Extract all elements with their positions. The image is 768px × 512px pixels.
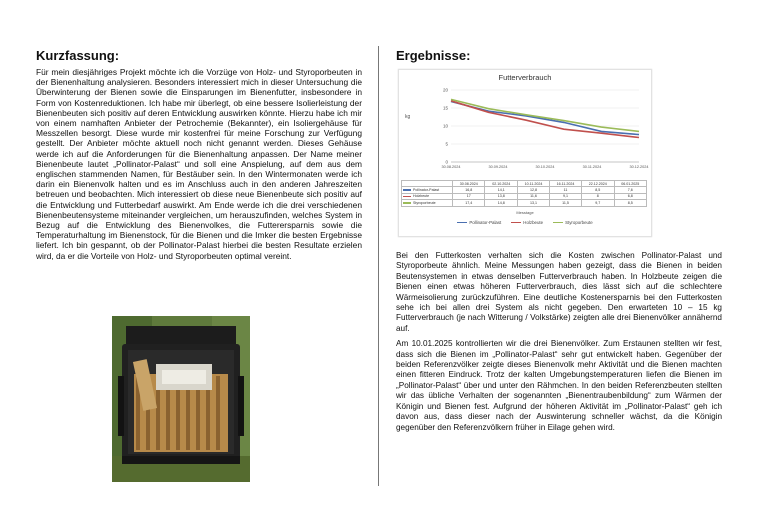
legend-item <box>511 220 543 225</box>
x-axis-label: Messtage <box>516 210 534 215</box>
chart-legend <box>399 220 651 225</box>
legend-item <box>553 220 593 225</box>
results-paragraph-2: Am 10.01.2025 kontrollierten wir die drei Bienenvölker. Zum Erstaunen stellten wir fest, dass sich die Bienen im „Pollinator-Palast“ sehr gut entwickelt haben. Gegenüber der beiden Referenzvölker zeigte dieses Bienenvolk mehr Aktivität und die Bienen machten einen fitteren Eindruck. Trotz der kalten Umgebungstemperaturen liefen die Bienen im „Pollinator-Palast“ über und unter den Rähmchen. In den beiden Referenzbeuten stellten wir das übliche Verhalten der sogenannten „Bienentraubenbildung“ zum Wärmen der Königin und Bienen fest. Aufgrund der höheren Aktivität im „Pollinator-Palast“ geh ich davon aus, dass dieser nach der Auswinterung schneller wächst, da die Königin gegenüber den Referenzvölkern früher in Eilage gehen wird. <box>396 339 722 432</box>
table-cell: 17,4 <box>453 200 485 206</box>
series-name: Holzbeute <box>413 194 430 199</box>
table-header-cell: 16.11.2024 <box>549 181 581 187</box>
series-name: Styroporbeute <box>413 200 436 205</box>
chart-title: Futterverbrauch <box>498 73 552 82</box>
chart-plot <box>399 70 651 180</box>
series-name: Pollinator-Palast <box>413 188 440 193</box>
summary-paragraph: Für mein diesjähriges Projekt möchte ich die Vorzüge von Holz- und Styroporbeuten in der Bienenhaltung analysieren. Besonders interessiert mich in dieser Untersuchung die Überwinterung der Bienen sowie die Einsparungen im Bienenfutter, insbesondere in Form von Kostenreduktionen. Ich habe mir überlegt, ob eine bessere Isolierleistung der Bienenbeuten sich positiv auf deren Entwicklung auswirken könnte. Hierzu habe ich mir von einem namhaften Anbieter der Petrochemie (Bekannter), ein Isoliergehäuse für Messzellen besorgt. Diese wurde mir kostenfrei für meine Forschung zur Verfügung gestellt. Der Anbieter möchte aktuell noch nicht genannt werden. Dieses Gehäuse werde ich auf die Anforderungen für die Bienenhaltung anpassen. Der Name meiner Bienenbeute lautet „Pollinator-Palast“ und soll eine Anspielung, auf dem aus dem englischen stammenden Namen, für Bestäuber sein. In den Wintermonaten werde ich darin ein Bienenvolk halten und es im Anschluss auch in den anderen Jahreszeiten betreuen und beobachten. Mich interessiert ob diese neue Bienenbeute sich positiv auf die Entwicklung und Futterbedarf auswirkt. Am Ende werde ich die drei verschiedenen Bienenbeutensysteme miteinander vergleichen, um herauszufinden, welches System in Bezug auf die Entwicklung des Bienenvolkes, die Futterersparnis sowie die Temperaturhaltung im Bienenstock, für die Bienen und die Imker die besten Ergebnisse liefert. Ich bin gespannt, ob der Pollinator-Palast hierbei die besten Resultate erzielen wird, da er die Vorteile von Holz- und Styroporbeuten optimal vereint. <box>36 67 362 261</box>
chart-data-table <box>401 180 647 207</box>
table-cell <box>402 200 453 206</box>
results-heading: Ergebnisse: <box>396 48 471 63</box>
x-tick-label: 30.12.2024 <box>629 165 649 169</box>
table-cell: 16,8 <box>453 187 485 193</box>
table-cell: 14,1 <box>485 187 517 193</box>
table-cell: 13,1 <box>517 200 549 206</box>
series-line <box>451 99 639 131</box>
table-header-cell: 02.10.2024 <box>485 181 517 187</box>
results-section <box>396 48 722 433</box>
table-row <box>402 200 647 206</box>
table-cell: 8,5 <box>582 187 614 193</box>
legend-item <box>457 220 501 225</box>
summary-section <box>36 48 362 261</box>
table-cell: 12,8 <box>517 187 549 193</box>
legend-label: Pollinator-Palast <box>469 220 502 225</box>
y-tick-label: 10 <box>442 123 448 129</box>
y-tick-label: 0 <box>445 159 448 165</box>
table-header-cell: 22.12.2024 <box>582 181 614 187</box>
results-paragraph-1: Bei den Futterkosten verhalten sich die Kosten zwischen Pollinator-Palast und Styroporbeute ähnlich. Meine Messungen haben gezeigt, dass die Bienen in beiden Beutensystemen in etwas denselben Futterverbrauch haben. In Holzbeute zeigen die Bienen einen etwas höheren Futterverbrauch, dies lässt sich auf die schlechtere Wärmeisolierung zurückzuführen. Eine deutliche Kostenersparnis bei den Futterkosten sehe ich bei allen drei System als nicht gegeben. Den erwarteten 10 – 15 kg Futterverbrauch (je nach Witterung / Volkstärke) zeigten alle drei Bienenvölker annähernd auf. <box>396 251 722 333</box>
series-swatch <box>403 189 411 190</box>
beehive-photo <box>112 316 250 482</box>
y-axis-label: kg <box>405 114 411 120</box>
table-cell: 8,5 <box>614 200 647 206</box>
table-cell: 11 <box>549 187 581 193</box>
series-swatch <box>403 202 411 203</box>
feed-consumption-chart <box>398 69 652 237</box>
summary-heading: Kurzfassung: <box>36 48 120 63</box>
legend-swatch <box>457 222 467 224</box>
table-cell: 9,1 <box>549 193 581 199</box>
table-header-cell: 30.08.2024 <box>453 181 485 187</box>
series-swatch <box>403 196 411 197</box>
y-tick-label: 5 <box>445 141 448 147</box>
table-cell: 7,6 <box>614 187 647 193</box>
column-divider <box>378 46 379 486</box>
table-cell: 11,5 <box>549 200 581 206</box>
legend-label: Styroporbeute <box>565 220 593 225</box>
table-cell: 13,8 <box>485 193 517 199</box>
legend-swatch <box>511 222 521 224</box>
y-tick-label: 20 <box>442 87 448 93</box>
table-cell: 17 <box>453 193 485 199</box>
table-cell: 6,8 <box>614 193 647 199</box>
table-cell: 14,8 <box>485 200 517 206</box>
table-cell: 8 <box>582 193 614 199</box>
legend-label: Holzbeute <box>523 220 544 225</box>
legend-swatch <box>553 222 563 224</box>
x-tick-label: 30.11.2024 <box>582 165 602 169</box>
y-tick-label: 15 <box>442 105 448 111</box>
table-header-cell: 06.01.2025 <box>614 181 647 187</box>
x-tick-label: 30.10.2024 <box>535 165 555 169</box>
x-tick-label: 30.08.2024 <box>441 165 461 169</box>
x-tick-label: 30.09.2024 <box>488 165 508 169</box>
table-header-cell: 10.11.2024 <box>517 181 549 187</box>
table-cell: 9,7 <box>582 200 614 206</box>
table-cell: 11,6 <box>517 193 549 199</box>
